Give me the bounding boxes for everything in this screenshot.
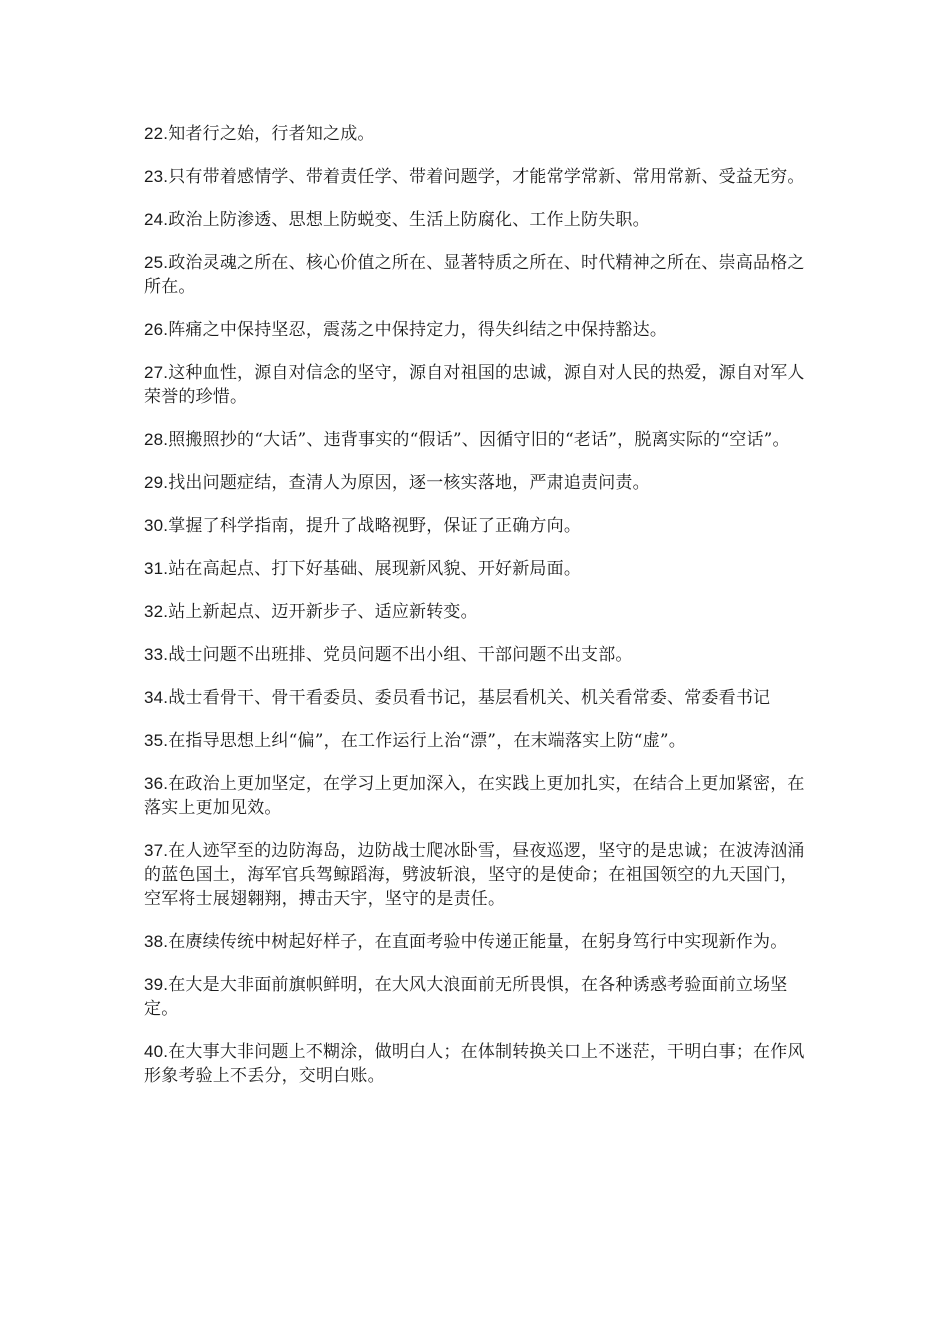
item-number: 26. — [144, 320, 169, 339]
item-number: 38. — [144, 932, 169, 951]
item-number: 37. — [144, 841, 169, 860]
list-item-31 — [144, 557, 810, 581]
item-text: 在赓续传统中树起好样子，在直面考验中传递正能量，在躬身笃行中实现新作为。 — [168, 932, 788, 952]
list-item-30 — [144, 514, 810, 538]
item-number: 28. — [144, 430, 169, 449]
item-text: 政治上防渗透、思想上防蜕变、生活上防腐化、工作上防失职。 — [168, 210, 650, 230]
item-text: 战士问题不出班排、党员问题不出小组、干部问题不出支部。 — [168, 645, 633, 665]
item-text: 在政治上更加坚定，在学习上更加深入，在实践上更加扎实，在结合上更加紧密，在落实上更加见效。 — [144, 774, 805, 818]
item-number: 31. — [144, 559, 169, 578]
item-text: 找出问题症结，查清人为原因，逐一核实落地，严肃追责问责。 — [168, 473, 650, 493]
item-text: 站在高起点、打下好基础、展现新风貌、开好新局面。 — [168, 559, 582, 579]
item-number: 25. — [144, 253, 169, 272]
item-text: 在大事大非问题上不糊涂，做明白人；在体制转换关口上不迷茫，干明白事；在作风形象考验上不丢分，交明白账。 — [144, 1042, 805, 1086]
list-item-26 — [144, 318, 810, 342]
item-text: 站上新起点、迈开新步子、适应新转变。 — [168, 602, 478, 622]
list-item-22 — [144, 122, 810, 146]
list-item-33 — [144, 643, 810, 667]
item-text: 阵痛之中保持坚忍，震荡之中保持定力，得失纠结之中保持豁达。 — [168, 320, 668, 340]
item-number: 27. — [144, 363, 169, 382]
list-item-32 — [144, 600, 810, 624]
item-number: 30. — [144, 516, 169, 535]
item-text: 在指导思想上纠“偏”，在工作运行上治“漂”，在末端落实上防“虚”。 — [168, 731, 686, 751]
item-text: 这种血性，源自对信念的坚守，源自对祖国的忠诚，源自对人民的热爱，源自对军人荣誉的珍惜。 — [144, 363, 805, 407]
list-item-25 — [144, 251, 810, 299]
item-number: 39. — [144, 975, 169, 994]
list-item-28 — [144, 428, 810, 452]
item-text: 政治灵魂之所在、核心价值之所在、显著特质之所在、时代精神之所在、崇高品格之所在。 — [144, 253, 805, 297]
list-item-38 — [144, 930, 810, 954]
item-number: 36. — [144, 774, 169, 793]
item-number: 33. — [144, 645, 169, 664]
list-item-35 — [144, 729, 810, 753]
list-item-40 — [144, 1040, 810, 1088]
item-text: 只有带着感情学、带着责任学、带着问题学，才能常学常新、常用常新、受益无穷。 — [168, 167, 805, 187]
list-item-24 — [144, 208, 810, 232]
item-number: 35. — [144, 731, 169, 750]
item-text: 在大是大非面前旗帜鲜明，在大风大浪面前无所畏惧，在各种诱惑考验面前立场坚定。 — [144, 975, 788, 1019]
list-item-39 — [144, 973, 810, 1021]
item-text: 知者行之始，行者知之成。 — [168, 124, 375, 144]
item-number: 32. — [144, 602, 169, 621]
item-number: 40. — [144, 1042, 169, 1061]
item-number: 24. — [144, 210, 169, 229]
list-item-37 — [144, 839, 810, 911]
item-number: 22. — [144, 124, 169, 143]
item-text: 照搬照抄的“大话”、违背事实的“假话”、因循守旧的“老话”，脱离实际的“空话”。 — [168, 430, 790, 450]
item-number: 34. — [144, 688, 169, 707]
document-body — [144, 122, 810, 1107]
list-item-29 — [144, 471, 810, 495]
list-item-34 — [144, 686, 810, 710]
list-item-27 — [144, 361, 810, 409]
item-text: 战士看骨干、骨干看委员、委员看书记，基层看机关、机关看常委、常委看书记 — [168, 688, 771, 708]
list-item-36 — [144, 772, 810, 820]
item-text: 在人迹罕至的边防海岛，边防战士爬冰卧雪，昼夜巡逻，坚守的是忠诚；在波涛汹涌的蓝色国土，海军官兵驾鲸蹈海，劈波斩浪，坚守的是使命；在祖国领空的九天国门，空军将士展翅翱翔，搏击天宇，坚守的是责任。 — [144, 841, 805, 909]
item-text: 掌握了科学指南，提升了战略视野，保证了正确方向。 — [168, 516, 582, 536]
list-item-23 — [144, 165, 810, 189]
item-number: 29. — [144, 473, 169, 492]
item-number: 23. — [144, 167, 169, 186]
